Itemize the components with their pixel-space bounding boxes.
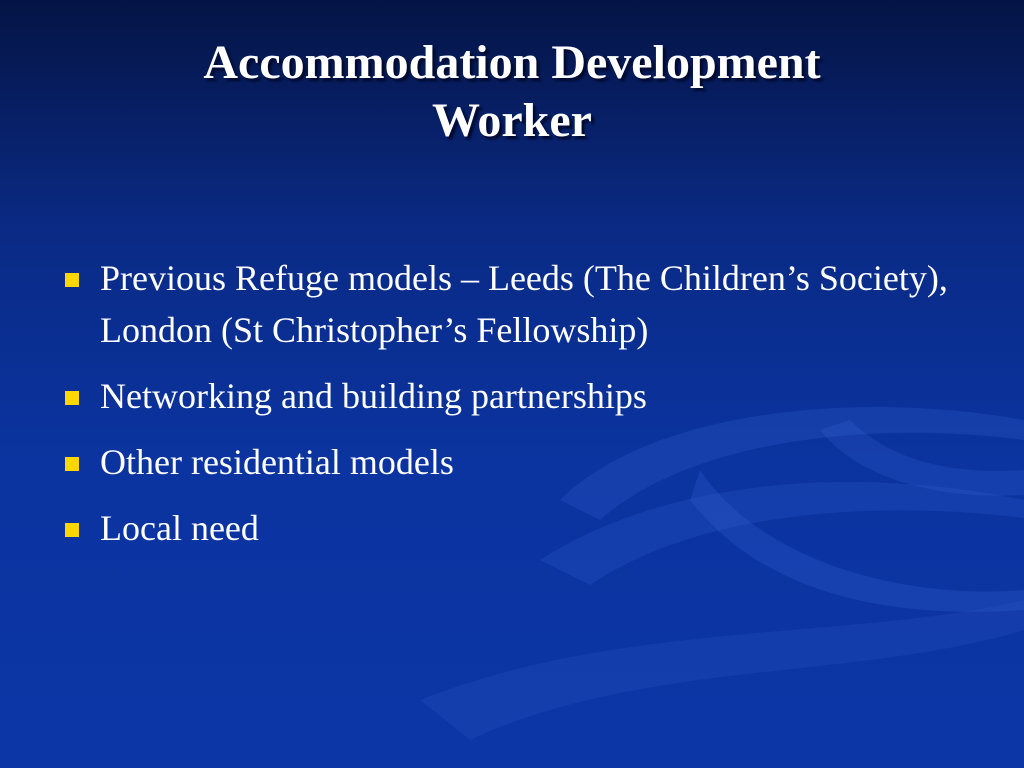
yellow-square-bullet-icon: [65, 273, 79, 287]
bullet-item: [62, 436, 982, 488]
bullet-text: Networking and building partnerships: [100, 376, 647, 416]
bullet-item: [62, 370, 982, 422]
slide-title-line-1: Accommodation Development: [203, 36, 821, 89]
bullet-text: Local need: [100, 508, 259, 548]
bullet-item: [62, 252, 982, 356]
yellow-square-bullet-icon: [65, 391, 79, 405]
bullet-item: [62, 502, 982, 554]
slide-title-line-2: Worker: [432, 94, 592, 147]
bullet-text: Other residential models: [100, 442, 454, 482]
bullet-list: [62, 252, 982, 568]
bullet-text: Previous Refuge models – Leeds (The Children’s Society), London (St Christopher’s Fellowship): [100, 258, 948, 350]
yellow-square-bullet-icon: [65, 457, 79, 471]
slide-title: [62, 34, 962, 150]
yellow-square-bullet-icon: [65, 523, 79, 537]
